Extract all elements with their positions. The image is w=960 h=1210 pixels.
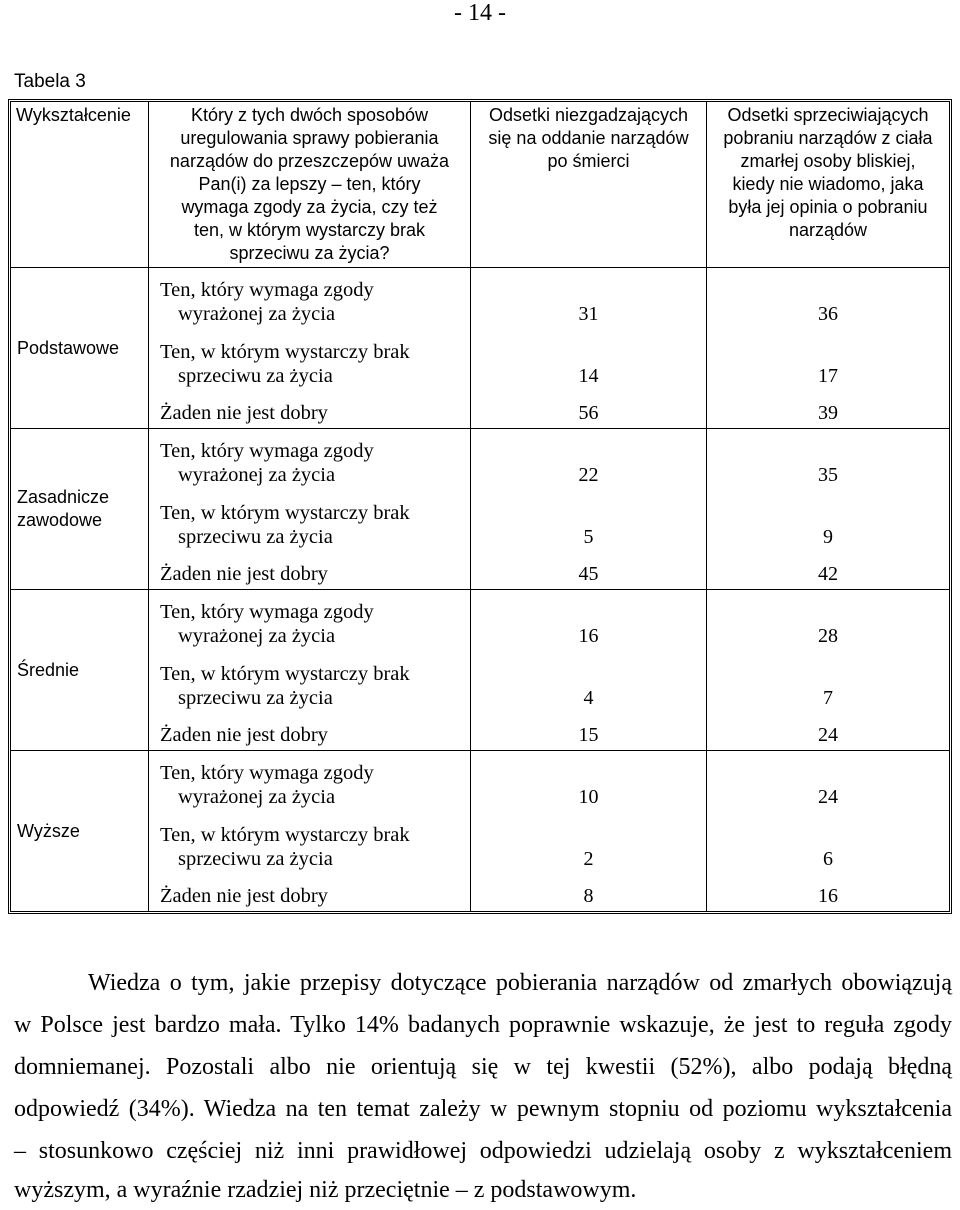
group-label: Wyższe: [11, 751, 149, 911]
option-label: Ten, który wymaga zgody wyrażonej za życia: [149, 590, 471, 655]
table-row: [11, 333, 949, 395]
table-row: [11, 556, 949, 590]
value-own-organs: 10: [471, 751, 707, 816]
value-relative-organs: 28: [818, 625, 838, 647]
paragraph-line: wyższym, a wyraźnie rzadziej niż przeciętnie – z podstawowym.: [14, 1177, 637, 1203]
value-relative-organs: 39: [707, 395, 949, 429]
table-row: [11, 395, 949, 429]
paragraph-line: odpowiedź (34%). Wiedza na ten temat zależy w pewnym stopniu od poziomu wykształcenia: [14, 1096, 952, 1122]
option-label: Ten, który wymaga zgody wyrażonej za życia: [149, 268, 471, 333]
value-own-organs: 16: [471, 590, 707, 655]
value-own-organs: 5: [471, 494, 707, 556]
body-paragraph: [14, 962, 952, 1208]
header-question: Który z tych dwóch sposobów uregulowania sprawy pobierania narządów do przeszczepów uważa Pan(i) za lepszy – ten, który wymaga zgody za życia, czy też ten, w którym wystarczy brak sprzeciwu za życia?: [149, 102, 471, 268]
value-relative-organs: 9: [823, 526, 833, 548]
value-own-organs: 56: [471, 395, 707, 429]
value-own-organs: 4: [471, 655, 707, 717]
paragraph-line: domniemanej. Pozostali albo nie orientują się w tej kwestii (52%), albo podają błędną: [14, 1054, 952, 1080]
option-label: Ten, w którym wystarczy brak sprzeciwu za życia: [149, 816, 471, 878]
table-row: [11, 590, 949, 655]
option-label: Ten, w którym wystarczy brak sprzeciwu za życia: [149, 333, 471, 395]
paragraph-line: – stosunkowo częściej niż inni prawidłowej odpowiedzi udzielają osoby z wykształceniem: [14, 1138, 952, 1164]
option-label: Żaden nie jest dobry: [149, 717, 471, 751]
header-own-organs: Odsetki niezgadzających się na oddanie narządów po śmierci: [471, 102, 707, 268]
page-number: - 14 -: [454, 0, 506, 26]
value-own-organs: 8: [471, 878, 707, 911]
option-label: Ten, który wymaga zgody wyrażonej za życia: [149, 429, 471, 494]
option-label: Żaden nie jest dobry: [149, 556, 471, 590]
table-caption: Tabela 3: [14, 71, 86, 92]
value-relative-organs: 6: [823, 848, 833, 870]
value-relative-organs: 17: [818, 365, 838, 387]
value-relative-organs: 7: [823, 687, 833, 709]
table-row: [11, 878, 949, 911]
option-label: Ten, w którym wystarczy brak sprzeciwu za życia: [149, 655, 471, 717]
value-relative-organs: 24: [818, 786, 838, 808]
table-row: [11, 268, 949, 333]
value-relative-organs: 42: [707, 556, 949, 590]
value-own-organs: 14: [471, 333, 707, 395]
table-row: [11, 816, 949, 878]
paragraph-line: w Polsce jest bardzo mała. Tylko 14% badanych poprawnie wskazuje, że jest to reguła zgody: [14, 1012, 952, 1038]
value-own-organs: 15: [471, 717, 707, 751]
value-relative-organs: 24: [707, 717, 949, 751]
header-education: Wykształcenie: [11, 102, 149, 268]
group-label: Zasadnicze zawodowe: [11, 429, 149, 590]
value-own-organs: 2: [471, 816, 707, 878]
header-relative-organs: Odsetki sprzeciwiających pobraniu narządów z ciała zmarłej osoby bliskiej, kiedy nie wiadomo, jaka była jej opinia o pobraniu narządów: [707, 102, 949, 268]
value-own-organs: 22: [471, 429, 707, 494]
value-own-organs: 45: [471, 556, 707, 590]
paragraph-line: Wiedza o tym, jakie przepisy dotyczące pobierania narządów od zmarłych obowiązują: [88, 970, 952, 996]
option-label: Żaden nie jest dobry: [149, 395, 471, 429]
table-row: [11, 717, 949, 751]
value-relative-organs: 36: [818, 303, 838, 325]
option-label: Ten, który wymaga zgody wyrażonej za życia: [149, 751, 471, 816]
data-table: [8, 99, 952, 914]
value-relative-organs: 35: [818, 464, 838, 486]
group-label: Podstawowe: [11, 268, 149, 429]
table-row: [11, 751, 949, 816]
table-header-row: [11, 102, 949, 268]
group-label: Średnie: [11, 590, 149, 751]
table-row: [11, 655, 949, 717]
option-label: Ten, w którym wystarczy brak sprzeciwu za życia: [149, 494, 471, 556]
value-relative-organs: 16: [818, 885, 838, 907]
value-own-organs: 31: [471, 268, 707, 333]
option-label: Żaden nie jest dobry: [149, 878, 471, 911]
table-row: [11, 494, 949, 556]
table-row: [11, 429, 949, 494]
